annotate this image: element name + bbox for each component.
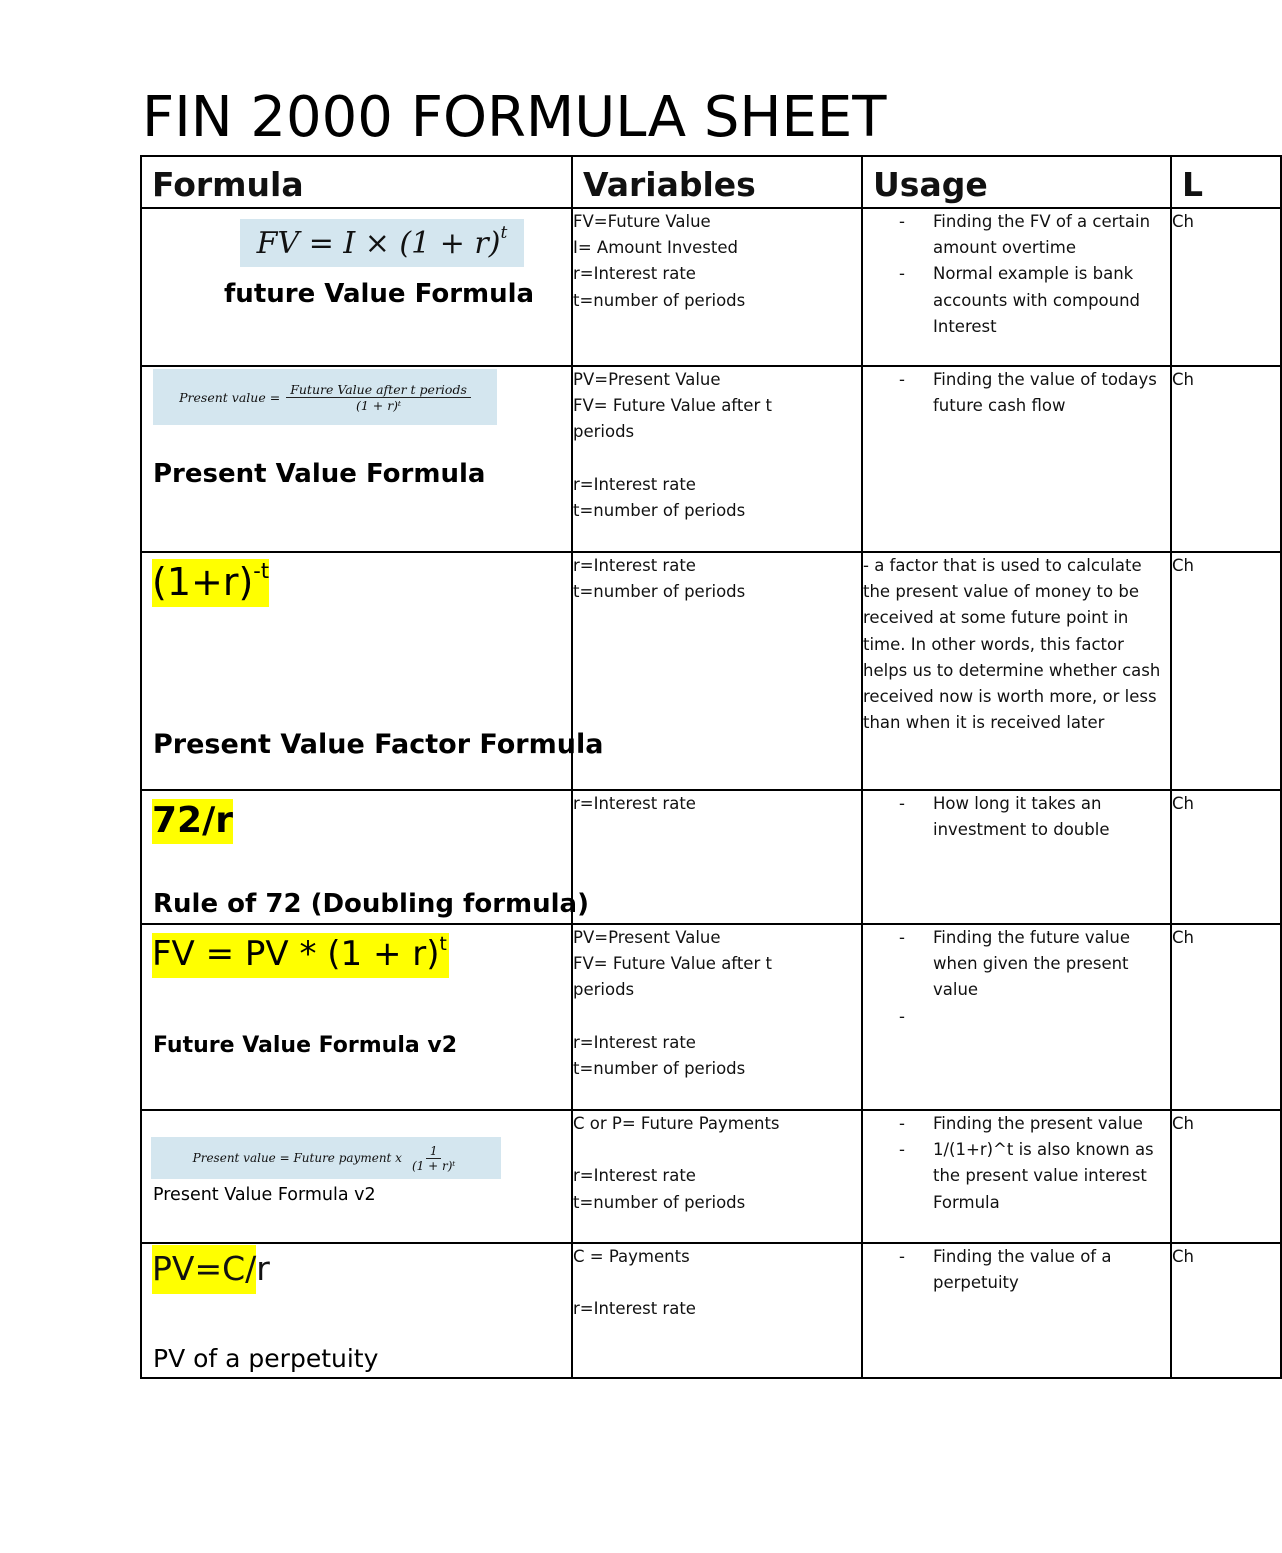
variable-line: t=number of periods bbox=[573, 1059, 746, 1078]
usage-item bbox=[863, 1004, 1170, 1030]
formula-math-numerator: 1 bbox=[426, 1144, 442, 1159]
variable-line: t=number of periods bbox=[573, 1192, 746, 1212]
header-formula: Formula bbox=[141, 156, 572, 208]
formula-name: Future Value Formula v2 bbox=[153, 1033, 458, 1058]
formula-highlight-base: FV = PV * (1 + r) bbox=[152, 934, 440, 974]
table-header-row bbox=[141, 156, 1281, 208]
formula-math-image bbox=[240, 219, 524, 267]
variable-line: periods bbox=[573, 422, 635, 442]
formula-highlight-base: (1+r) bbox=[152, 560, 254, 604]
usage-item: - Finding the value of a perpetuity bbox=[863, 1244, 1170, 1296]
variable-line bbox=[573, 446, 861, 472]
variable-line: FV= Future Value after t bbox=[573, 396, 772, 416]
formula-cell bbox=[141, 1243, 572, 1378]
formula-cell bbox=[141, 552, 604, 790]
usage-cell bbox=[862, 366, 1171, 552]
formula-highlight-sup: -t bbox=[253, 559, 270, 584]
formula-highlight bbox=[152, 799, 233, 844]
variable-line bbox=[573, 1137, 861, 1163]
table-row bbox=[141, 1110, 1281, 1243]
formula-cell bbox=[141, 1110, 572, 1243]
formula-cell bbox=[141, 924, 572, 1110]
formula-math-denominator: (1 + r)ᵗ bbox=[355, 397, 402, 413]
variables-cell bbox=[572, 1110, 862, 1243]
formula-highlight bbox=[152, 1249, 270, 1288]
table-row bbox=[141, 924, 1281, 1110]
formula-highlight-tail: r bbox=[256, 1249, 270, 1288]
variable-line: r=Interest rate bbox=[573, 556, 696, 575]
formula-name: Present Value Formula bbox=[153, 459, 486, 489]
header-l: L bbox=[1171, 156, 1281, 208]
variable-line bbox=[573, 1270, 861, 1296]
formula-math-image bbox=[151, 1137, 501, 1179]
variable-line: r=Interest rate bbox=[573, 1032, 696, 1052]
formula-math-numerator: Future Value after t periods bbox=[286, 382, 471, 398]
table-row bbox=[141, 1243, 1281, 1378]
variables-cell bbox=[572, 790, 862, 924]
usage-item: - Normal example is bank accounts with compound Interest bbox=[863, 261, 1170, 340]
variable-line: FV=Future Value bbox=[573, 212, 711, 231]
variable-line: t=number of periods bbox=[573, 290, 746, 310]
document-title: FIN 2000 FORMULA SHEET bbox=[142, 85, 887, 150]
variable-line: t=number of periods bbox=[573, 501, 746, 520]
formula-name: Present Value Factor Formula bbox=[153, 729, 604, 760]
variables-cell bbox=[572, 1243, 862, 1378]
variable-line: r=Interest rate bbox=[573, 474, 696, 494]
formula-math-image bbox=[153, 369, 497, 425]
usage-item: - Finding the value of todays future cash flow bbox=[863, 367, 1170, 419]
variables-cell bbox=[572, 552, 862, 790]
usage-item: - How long it takes an investment to double bbox=[863, 791, 1170, 843]
formula-highlight bbox=[152, 559, 269, 607]
variables-cell bbox=[572, 208, 862, 366]
usage-text: - a factor that is used to calculate the present value of money to be received at some future point in time. In other words, this factor helps us to determine whether cash received now is worth more, or less than when it is received later bbox=[863, 556, 1161, 733]
variable-line: periods bbox=[573, 980, 635, 1000]
formula-cell bbox=[141, 366, 572, 552]
usage-cell bbox=[862, 1243, 1171, 1378]
variable-line: FV= Future Value after t bbox=[573, 954, 772, 974]
usage-cell bbox=[862, 552, 1171, 790]
usage-cell bbox=[862, 924, 1171, 1110]
chapter-cell: Ch bbox=[1171, 924, 1281, 1110]
usage-item: - 1/(1+r)^t is also known as the present value interest Formula bbox=[863, 1137, 1170, 1216]
variable-line: I= Amount Invested bbox=[573, 238, 738, 258]
formula-name: future Value Formula bbox=[224, 279, 535, 309]
formula-highlight bbox=[152, 933, 449, 978]
variable-line bbox=[573, 1004, 861, 1030]
table-row bbox=[141, 790, 1281, 924]
formula-name: Rule of 72 (Doubling formula) bbox=[153, 889, 589, 919]
variable-line: t=number of periods bbox=[573, 582, 746, 602]
formula-math-lhs: FV = I × (1 + r) bbox=[256, 225, 501, 261]
formula-name: Present Value Formula v2 bbox=[153, 1185, 376, 1205]
header-variables: Variables bbox=[572, 156, 862, 208]
formula-math-lhs: Present value = bbox=[179, 389, 281, 405]
usage-cell bbox=[862, 1110, 1171, 1243]
formula-math-exp: t bbox=[500, 223, 508, 243]
variable-line: PV=Present Value bbox=[573, 370, 721, 389]
formula-name: PV of a perpetuity bbox=[153, 1344, 379, 1373]
variable-line: r=Interest rate bbox=[573, 1166, 696, 1186]
variable-line: C = Payments bbox=[573, 1247, 690, 1266]
variable-line: r=Interest rate bbox=[573, 1299, 696, 1319]
chapter-cell: Ch bbox=[1171, 1110, 1281, 1243]
usage-cell bbox=[862, 790, 1171, 924]
usage-item: - Finding the future value when given the present value bbox=[863, 925, 1170, 1004]
table-row bbox=[141, 208, 1281, 366]
formula-cell bbox=[141, 790, 589, 924]
variable-line: r=Interest rate bbox=[573, 794, 696, 813]
variable-line: C or P= Future Payments bbox=[573, 1114, 780, 1133]
chapter-cell: Ch bbox=[1171, 208, 1281, 366]
table-row bbox=[141, 552, 1281, 790]
formula-highlight-base: 72/r bbox=[152, 800, 233, 841]
formula-math-denominator: (1 + r)ᵗ bbox=[411, 1158, 456, 1173]
chapter-cell: Ch bbox=[1171, 790, 1281, 924]
header-usage: Usage bbox=[862, 156, 1171, 208]
chapter-cell: Ch bbox=[1171, 366, 1281, 552]
usage-item: - Finding the FV of a certain amount overtime bbox=[863, 209, 1170, 261]
formula-table bbox=[140, 155, 1282, 1379]
variables-cell bbox=[572, 366, 862, 552]
variable-line: r=Interest rate bbox=[573, 264, 696, 284]
usage-cell bbox=[862, 208, 1171, 366]
formula-math-lhs: Present value = Future payment x bbox=[192, 1151, 402, 1165]
variable-line: PV=Present Value bbox=[573, 928, 721, 947]
formula-highlight-sup: t bbox=[439, 933, 447, 955]
formula-highlight-base: PV=C/ bbox=[152, 1245, 256, 1294]
chapter-cell: Ch bbox=[1171, 552, 1281, 790]
variables-cell bbox=[572, 924, 862, 1110]
chapter-cell: Ch bbox=[1171, 1243, 1281, 1378]
table-row bbox=[141, 366, 1281, 552]
usage-item: - Finding the present value bbox=[863, 1111, 1170, 1137]
formula-cell bbox=[141, 208, 572, 366]
